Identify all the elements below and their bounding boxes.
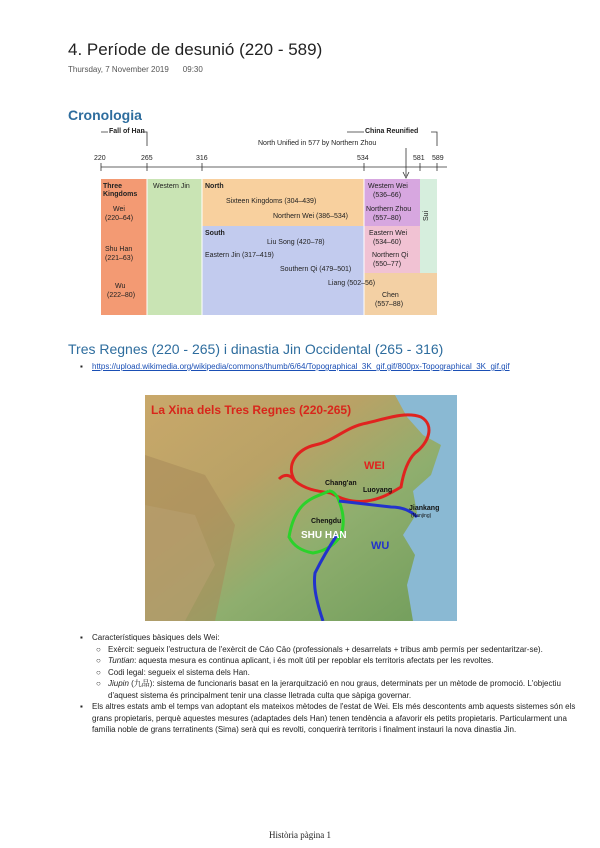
bullet-list [80, 632, 585, 736]
list-item-text: : aquesta mesura es continua aplicant, i és molt útil per repoblar els territoris afectats per les revoltes. [134, 656, 494, 665]
label-eastern-jin: Eastern Jin (317–419) [205, 252, 274, 259]
label-northern-wei: Northern Wei (386–534) [273, 213, 348, 220]
label-eastern-wei: Eastern Wei [369, 230, 407, 237]
map-label-changan: Chang'an [325, 480, 357, 487]
label-three-kingdoms: Three Kingdoms [103, 183, 138, 198]
map-label-luoyang: Luoyang [363, 487, 393, 494]
map-label-wei: WEI [364, 460, 385, 472]
section-heading-tres-regnes: Tres Regnes (220 - 265) i dinastia Jin Occidental (265 - 316) [68, 341, 444, 357]
label-eastern-wei-years: (534–60) [373, 239, 402, 246]
section-heading-cronologia: Cronologia [68, 107, 142, 123]
list-item-text: Característiques bàsiques dels Wei: [92, 633, 220, 642]
label-liu-song: Liu Song (420–78) [267, 239, 325, 246]
bullet-marker: ○ [96, 667, 101, 677]
bullet-marker: ○ [96, 644, 101, 654]
label-shu-han-years: (221–63) [105, 255, 134, 262]
block-western-jin [147, 179, 202, 315]
map-label-shu-han: SHU HAN [301, 530, 347, 541]
label-wei-years: (220–64) [105, 215, 134, 222]
label-fall-of-han: Fall of Han [109, 128, 145, 135]
label-western-wei: Western Wei [368, 183, 408, 190]
list-item-text: Els altres estats amb el temps van adoptant els mateixos mètodes de l'estat de Wei. Els més descontents amb aquests sistemes són els grans propietaris, perquè aquestes mesures (adaptades dels Han) tenen tendència a afavorir els petits propietaris. Particularment una família noble de grans terratinents (Sima) serà qui es revolti, conquerirà territoris i finalment instauri la nova dinastia Jin. [92, 702, 576, 734]
page-meta [68, 65, 203, 74]
label-chen-years: (557–88) [375, 301, 404, 308]
list-item [80, 655, 585, 667]
timeline-chart [92, 126, 452, 316]
label-wei: Wei [113, 206, 125, 213]
label-sui: Sui [423, 210, 430, 221]
label-shu-han: Shu Han [105, 246, 133, 253]
label-north: North [205, 183, 224, 190]
label-wu-years: (222–80) [107, 292, 136, 299]
north-unified-arrow [403, 148, 409, 178]
map-source-link[interactable]: https://upload.wikimedia.org/wikipedia/commons/thumb/6/64/Topographical_3K_gif.gif/800px-Topographical_3K_gif.gif [92, 362, 510, 371]
label-northern-zhou: Northern Zhou [366, 206, 412, 213]
year-534: 534 [357, 155, 369, 162]
bullet-marker: ○ [96, 679, 101, 688]
list-item-label: Tuntian [108, 656, 135, 665]
list-item-text: : sistema de funcionaris basat en la jerarquització en nou graus, determinats per un mètode de promoció. L'objectiu d'aquest sistema és principalment tenir una classe lletrada culta que sàpiga governar. [108, 679, 561, 700]
map-label-wu: WU [371, 540, 390, 552]
page-time: 09:30 [182, 65, 203, 74]
block-sui [420, 179, 437, 273]
map-label-nanjing: (Nanjing) [411, 513, 432, 519]
label-northern-qi: Northern Qi [372, 252, 409, 259]
list-item [80, 678, 585, 701]
label-western-wei-years: (536–66) [373, 192, 402, 199]
list-item-glyph: (九品) [128, 679, 153, 688]
label-western-jin: Western Jin [153, 183, 190, 190]
list-item [80, 632, 585, 644]
year-581: 581 [413, 155, 425, 162]
label-liang: Liang (502–56) [328, 280, 376, 287]
list-item-text: Codi legal: segueix el sistema dels Han. [108, 667, 250, 677]
list-item-text: segueix l'estructura de l'exèrcit de Cáo Cāo (professionals + desarrelats + tribus amb permís per sedentaritzar-se). [134, 644, 543, 654]
map-label-jiankang: Jiankang [409, 505, 440, 512]
list-item-label: Jiupin [108, 679, 129, 688]
page-date: Thursday, 7 November 2019 [68, 65, 169, 74]
year-265: 265 [141, 155, 153, 162]
label-northern-qi-years: (550–77) [373, 261, 402, 268]
label-northern-zhou-years: (557–80) [373, 215, 402, 222]
bullet-marker: ▪ [80, 702, 83, 711]
label-chen: Chen [382, 292, 399, 299]
bullet-marker: ○ [96, 656, 101, 665]
list-item [80, 644, 585, 656]
map-title: La Xina dels Tres Regnes (220-265) [151, 403, 352, 417]
bullet-marker: ▪ [80, 362, 83, 371]
list-item-label: Exèrcit: [108, 644, 135, 654]
page-footer: Història pàgina 1 [269, 830, 331, 840]
page-title: 4. Període de desunió (220 - 589) [68, 40, 323, 59]
year-589: 589 [432, 155, 444, 162]
three-kingdoms-map [145, 395, 457, 621]
list-item [80, 667, 585, 679]
list-item [80, 701, 585, 736]
map-label-chengdu: Chengdu [311, 518, 342, 525]
label-wu: Wu [115, 283, 126, 290]
label-china-reunified: China Reunified [365, 128, 419, 135]
year-316: 316 [196, 155, 208, 162]
label-southern-qi: Southern Qi (479–501) [280, 266, 352, 273]
label-sixteen-kingdoms: Sixteen Kingdoms (304–439) [226, 198, 317, 205]
label-north-unified: North Unified in 577 by Northern Zhou [258, 140, 377, 147]
label-south: South [205, 230, 225, 237]
year-220: 220 [94, 155, 106, 162]
bullet-marker: ▪ [80, 633, 83, 642]
